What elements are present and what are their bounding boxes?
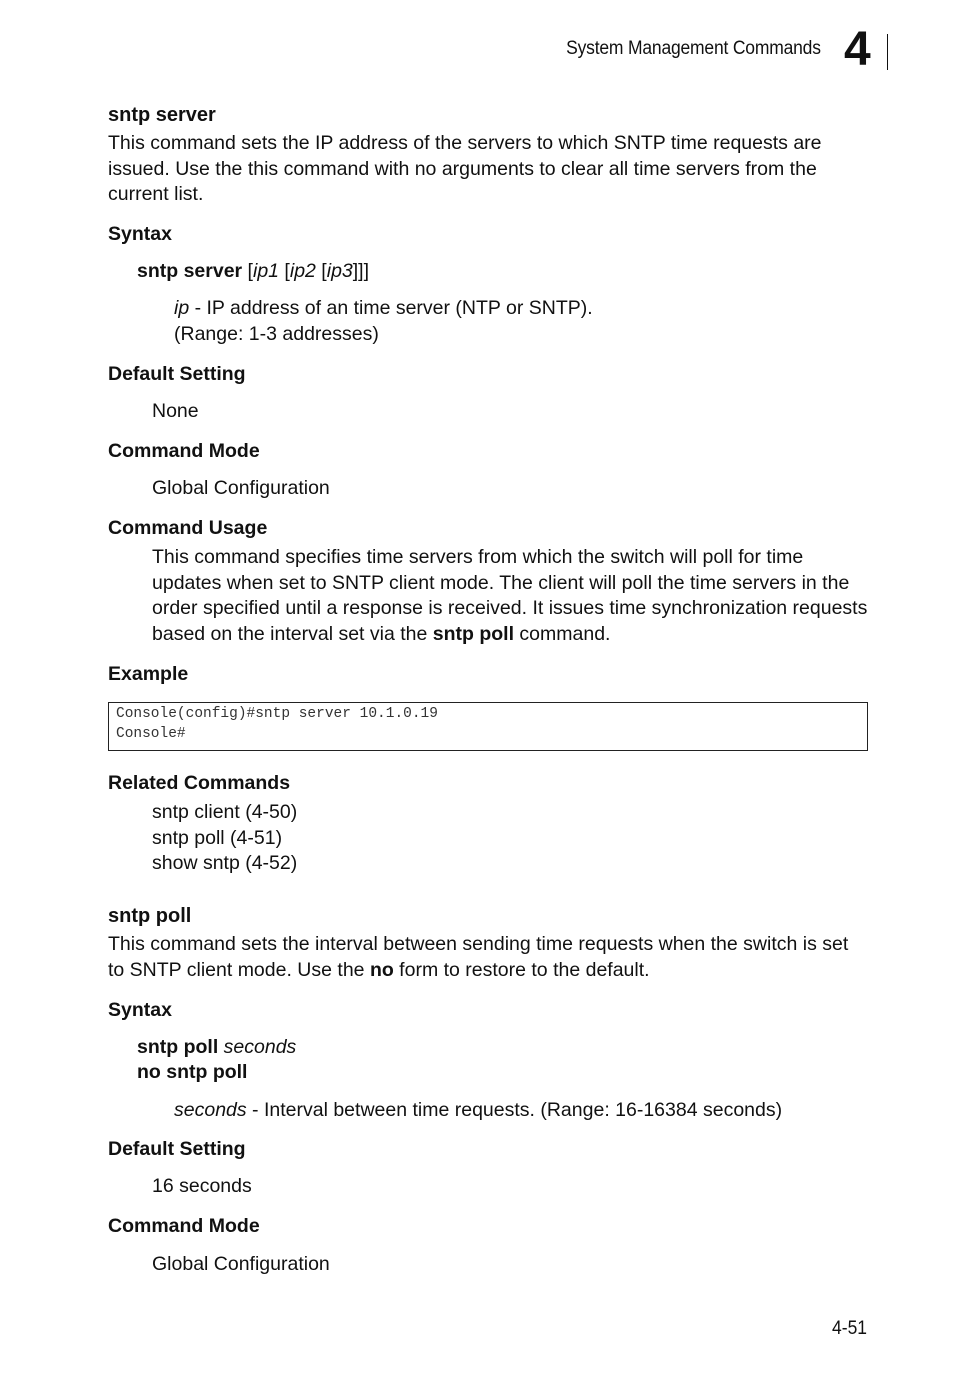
- sntp-poll-description: [108, 932, 868, 983]
- chapter-number: 4: [844, 23, 871, 76]
- related-commands-heading: Related Commands: [108, 772, 291, 794]
- syntax-bracket: [: [279, 260, 290, 282]
- syntax-arg-ip1: ip1: [252, 260, 280, 282]
- command-usage-text: [152, 545, 868, 647]
- related-command-item: sntp client (4-50): [152, 801, 298, 823]
- syntax-bracket: [: [315, 260, 327, 282]
- usage-text-end: command.: [514, 622, 611, 645]
- related-command-item: sntp poll (4-51): [152, 827, 283, 849]
- example-heading: Example: [108, 663, 189, 685]
- syntax-no-command: no sntp poll: [137, 1061, 248, 1083]
- section-title-sntp-poll: sntp poll: [108, 905, 192, 927]
- syntax-bracket: [: [242, 260, 253, 282]
- code-line: Console(config)#sntp server 10.1.0.19: [116, 706, 438, 722]
- syntax-arg-ip2: ip2: [289, 260, 316, 282]
- syntax-line: [137, 259, 369, 285]
- param-name: seconds: [174, 1099, 247, 1121]
- syntax-line-no-form: [137, 1060, 247, 1086]
- related-command-item: show sntp (4-52): [152, 852, 298, 874]
- example-code-box: [108, 702, 868, 751]
- usage-command-ref: sntp poll: [432, 622, 515, 645]
- sntp-server-description: This command sets the IP address of the servers to which SNTP time requests are issued. Use the this command with no arguments to clear all time servers from the current list.: [108, 132, 822, 205]
- param-seconds: [174, 1098, 782, 1124]
- command-mode-value: Global Configuration: [152, 1253, 330, 1275]
- syntax-command: sntp poll: [137, 1036, 219, 1058]
- section-title-sntp-server: sntp server: [108, 104, 216, 126]
- param-name: ip: [174, 297, 190, 319]
- syntax-arg-seconds: seconds: [218, 1036, 297, 1058]
- running-header: System Management Commands: [566, 38, 821, 59]
- syntax-arg-ip3: ip3: [326, 260, 353, 282]
- poll-desc-text-end: form to restore to the default.: [393, 958, 650, 981]
- command-mode-heading: Command Mode: [108, 440, 260, 462]
- code-line: Console#: [116, 726, 186, 742]
- syntax-line: [137, 1035, 296, 1061]
- default-setting-value: 16 seconds: [152, 1175, 252, 1197]
- default-setting-heading: Default Setting: [108, 1138, 246, 1160]
- command-mode-heading: Command Mode: [108, 1215, 260, 1237]
- param-range: (Range: 1-3 addresses): [174, 323, 379, 345]
- syntax-bracket: ]]]: [352, 260, 370, 282]
- poll-desc-text: This command sets the interval between sending time requests when the switch is set to SNTP client mode. Use the: [108, 933, 849, 981]
- syntax-command: sntp server: [137, 260, 243, 282]
- param-desc: - IP address of an time server (NTP or SNTP).: [189, 297, 593, 319]
- syntax-heading: Syntax: [108, 999, 172, 1021]
- usage-text: This command specifies time servers from which the switch will poll for time updates when set to SNTP client mode. The client will poll the time servers in the order specified until a response is received. It issues time synchronization requests based on the interval set via the: [152, 546, 868, 645]
- command-usage-heading: Command Usage: [108, 517, 268, 539]
- default-setting-value: None: [152, 400, 199, 422]
- page-number: 4-51: [832, 1318, 867, 1339]
- default-setting-heading: Default Setting: [108, 363, 246, 385]
- poll-desc-keyword: no: [369, 958, 394, 981]
- syntax-heading: Syntax: [108, 223, 172, 245]
- param-desc: - Interval between time requests. (Range: 16-16384 seconds): [246, 1099, 783, 1121]
- command-mode-value: Global Configuration: [152, 477, 330, 499]
- param-ip: [174, 296, 593, 322]
